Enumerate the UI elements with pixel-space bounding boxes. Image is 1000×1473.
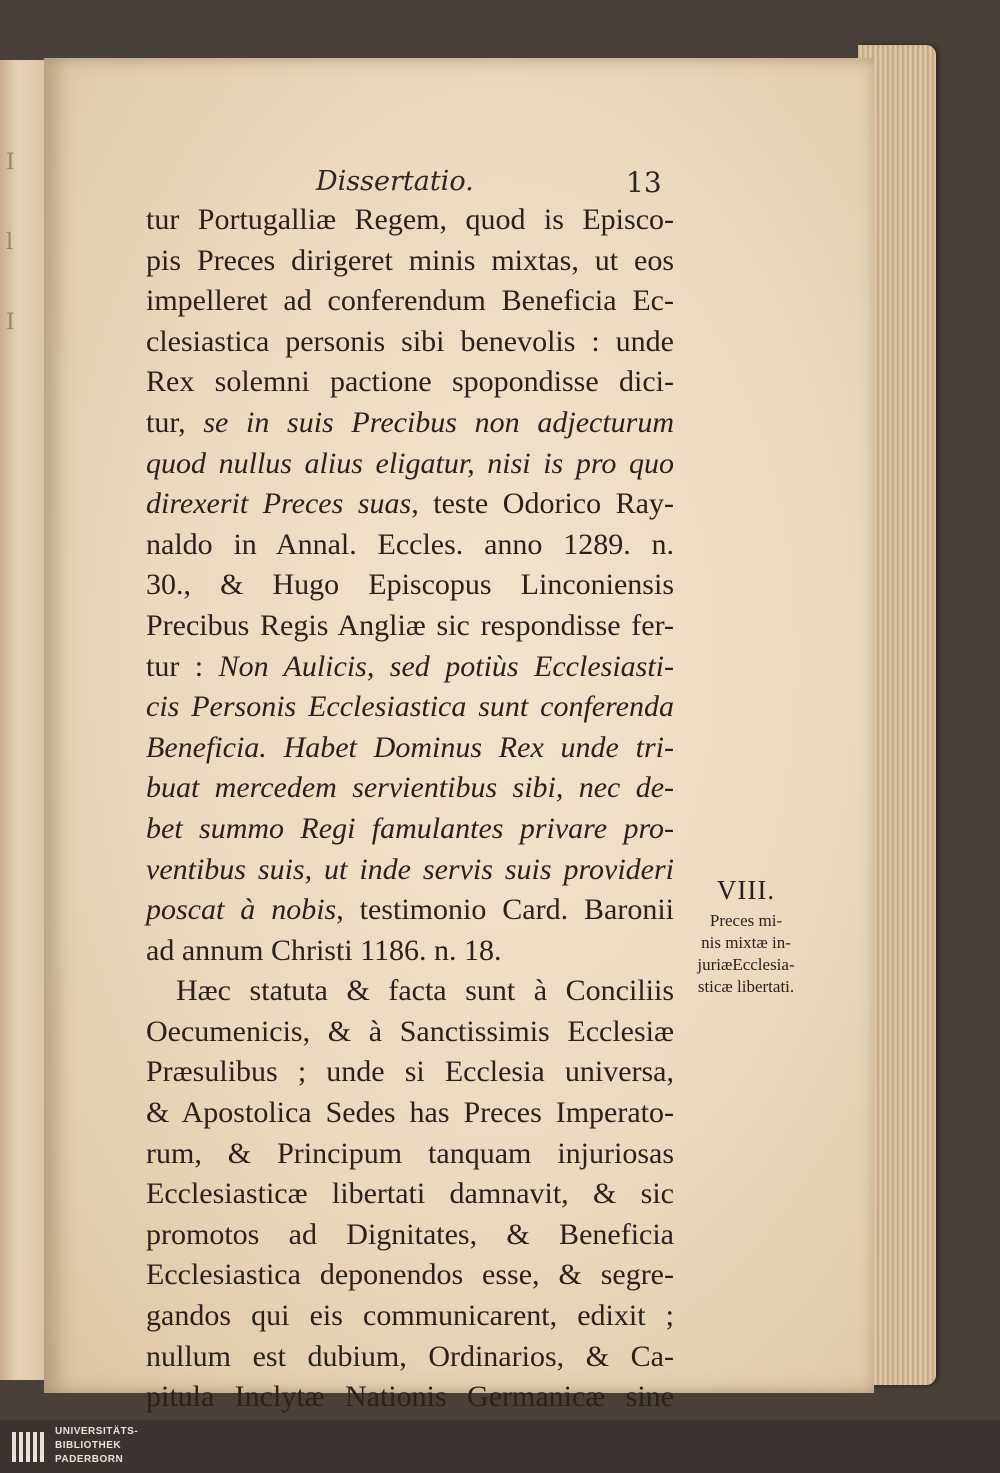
text-line: impelleret ad conferendum Beneficia Ec- [146, 284, 674, 318]
ghost-letter: l [6, 230, 14, 255]
italic-run: poscat à nobis [146, 893, 337, 927]
text-line: Ecclesiastica deponendos esse, & segre- [146, 1258, 674, 1292]
text-line: rum, & Principum tanquam injuriosas [146, 1136, 674, 1170]
roman-run: tur, [146, 405, 204, 439]
text-line: nullum est dubium, Ordinarios, & Ca- [146, 1339, 674, 1373]
marginal-note-line: nis mixtæ in- [701, 933, 791, 952]
roman-run: tur : [146, 649, 219, 683]
roman-run: , testimonio Card. Baronii [336, 893, 674, 927]
text-line: Præsulibus ; unde si Ecclesia universa, [146, 1055, 674, 1089]
text-line [146, 403, 674, 444]
italic-run: direxerit Preces suas [146, 487, 412, 521]
ghost-letter: I [6, 150, 15, 175]
text-line: cis Personis Ecclesiastica sunt conferenda [146, 690, 674, 724]
text-line [146, 647, 674, 688]
text-line: clesiastica personis sibi benevolis : unde [146, 324, 674, 358]
text-line: ventibus suis, ut inde servis suis provideri [146, 852, 674, 886]
text-line: gandos qui eis communicarent, edixit ; [146, 1299, 674, 1333]
text-line: promotos ad Dignitates, & Beneficia [146, 1217, 674, 1251]
text-line: Ecclesiasticæ libertati damnavit, & sic [146, 1177, 674, 1211]
italic-run: se in suis Precibus non adjecturum [203, 405, 674, 439]
marginal-section-number: VIII. [716, 875, 776, 905]
text-line: Precibus Regis Angliæ sic respondisse fer- [146, 608, 674, 642]
book-page [44, 58, 874, 1414]
text-line [146, 890, 674, 931]
logo-text-line: UNIVERSITÄTS- [55, 1426, 139, 1437]
text-line: tur Portugalliæ Regem, quod is Episco- [146, 203, 674, 236]
roman-run: , teste Odorico Ray- [411, 487, 674, 521]
text-line: pis Preces dirigeret minis mixtas, ut eos [146, 243, 674, 277]
marginal-note-line: juriæEcclesia- [697, 955, 795, 974]
text-line: & Apostolica Sedes has Preces Imperato- [146, 1096, 674, 1130]
text-line [146, 484, 674, 525]
logo-text-line: PADERBORN [55, 1454, 124, 1465]
text-line: Oecumenicis, & à Sanctissimis Ecclesiæ [146, 1014, 674, 1048]
university-library-logo-icon [10, 1428, 48, 1466]
logo-text-line: BIBLIOTHEK [55, 1440, 122, 1451]
ghost-letter: I [6, 310, 15, 335]
italic-run: Non Aulicis, sed potiùs Ecclesiasti- [218, 649, 674, 683]
marginal-note [676, 870, 816, 998]
text-line: bet summo Regi famulantes privare pro- [146, 811, 674, 845]
text-line: buat mercedem servientibus sibi, nec de- [146, 771, 674, 805]
text-line: naldo in Annal. Eccles. anno 1289. n. [146, 527, 674, 561]
text-line: pitula Inclytæ Nationis Germanicæ sine [146, 1380, 674, 1414]
previous-page-edge [0, 60, 48, 1380]
text-line: Beneficia. Habet Dominus Rex unde tri- [146, 730, 674, 764]
text-line: quod nullus alius eligatur, nisi is pro quo [146, 446, 674, 480]
text-line: ad annum Christi 1186. n. 18. [146, 933, 502, 967]
marginal-note-line: Preces mi- [709, 911, 783, 930]
text-line: Rex solemni pactione spopondisse dici- [146, 365, 674, 399]
running-head: Dissertatio. [316, 166, 474, 197]
text-line: Hæc statuta & facta sunt à Conciliis [176, 974, 674, 1008]
page-number: 13 [626, 166, 662, 199]
library-footer [0, 1420, 1000, 1473]
marginal-note-line: sticæ libertati. [697, 977, 795, 996]
text-line: 30., & Hugo Episcopus Linconiensis [146, 568, 674, 602]
body-text [146, 200, 674, 1418]
